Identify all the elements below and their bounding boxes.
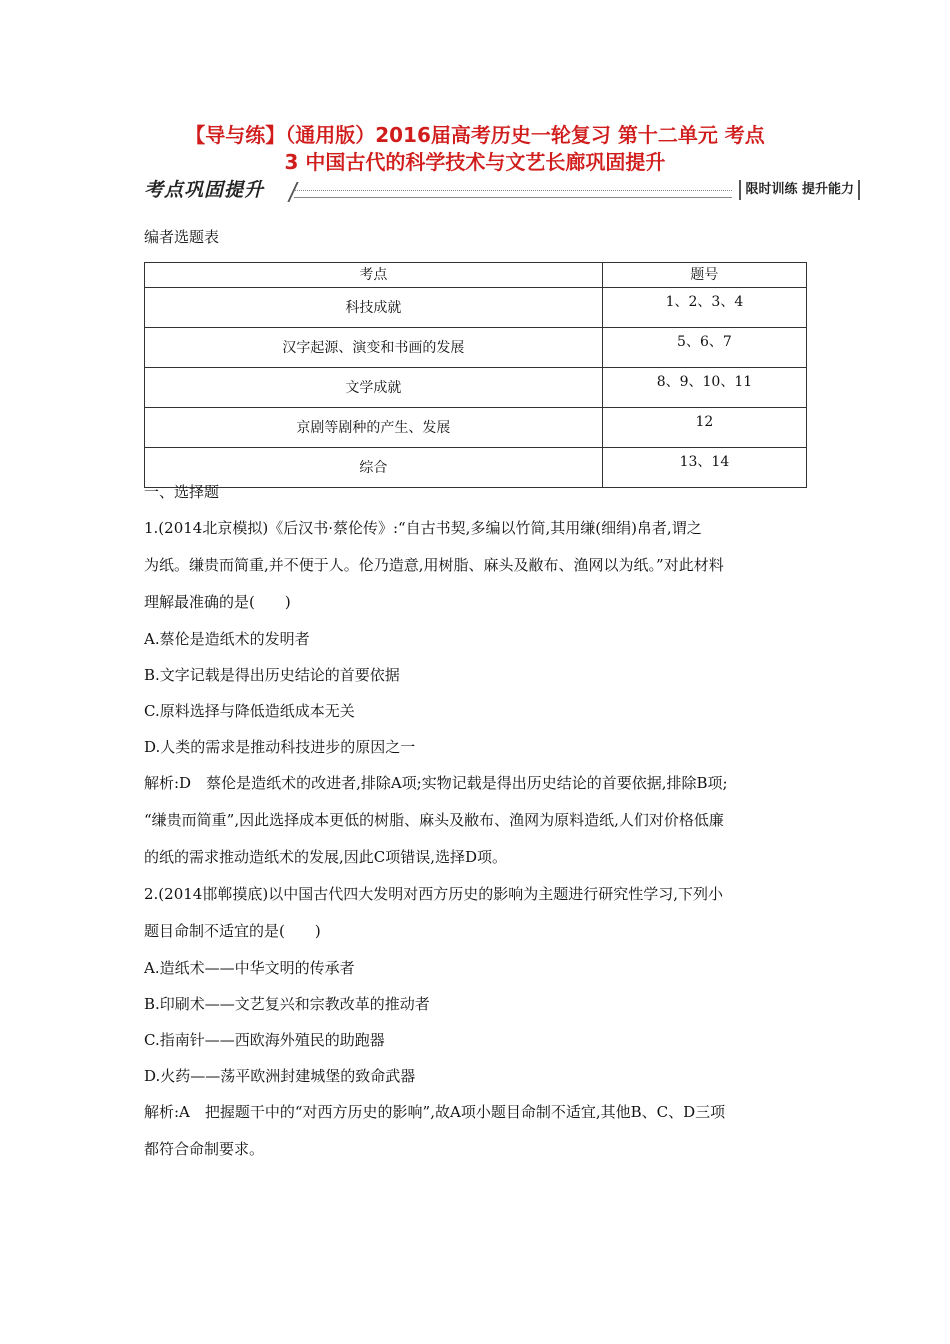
question-2-answer-line-2: 都符合命制要求。 [144, 1140, 265, 1158]
table-header-row [145, 263, 807, 288]
question-2 [144, 876, 814, 1168]
question-2-answer-line-1: 解析:A 把握题干中的“对西方历史的影响”,故A项小题目命制不适宜,其他B、C、D三项 [144, 1103, 726, 1121]
table-row [145, 408, 807, 448]
table-row [145, 288, 807, 328]
table-cell-topic: 京剧等剧种的产生、发展 [145, 408, 603, 448]
question-1-option-d: D.人类的需求是推动科技进步的原因之一 [144, 738, 416, 756]
table-cell-numbers: 5、6、7 [602, 328, 806, 368]
question-1-option-b: B.文字记载是得出历史结论的首要依据 [144, 666, 400, 684]
question-2-option-d: D.火药——荡平欧洲封建城堡的致命武器 [144, 1067, 416, 1085]
table-cell-topic: 综合 [145, 448, 603, 488]
table-cell-numbers: 12 [602, 408, 806, 448]
title-line-1: 【导与练】（通用版）2016届高考历史一轮复习 第十二单元 考点 [185, 123, 765, 147]
section-heading: 一、选择题 [144, 483, 220, 501]
question-2-line-1: 2.(2014邯郸摸底)以中国古代四大发明对西方历史的影响为主题进行研究性学习,下列小 [144, 885, 723, 903]
table-cell-numbers: 8、9、10、11 [602, 368, 806, 408]
question-1 [144, 510, 814, 876]
table-cell-topic: 文学成就 [145, 368, 603, 408]
title-line-2: 3 中国古代的科学技术与文艺长廊巩固提升 [284, 150, 666, 174]
questions-body [144, 478, 814, 1168]
table-cell-numbers: 13、14 [602, 448, 806, 488]
question-1-line-1: 1.(2014北京模拟)《后汉书·蔡伦传》:“自古书契,多编以竹简,其用缣(细绢)帛者,谓之 [144, 519, 702, 537]
table-header-topic: 考点 [145, 263, 603, 288]
table-row [145, 368, 807, 408]
table-cell-topic: 科技成就 [145, 288, 603, 328]
question-2-option-b: B.印刷术——文艺复兴和宗教改革的推动者 [144, 995, 430, 1013]
table-header-numbers: 题号 [602, 263, 806, 288]
document-title [120, 122, 830, 176]
topic-table [144, 262, 807, 488]
banner-right-label: 限时训练 提升能力 [739, 180, 860, 200]
question-1-line-3: 理解最准确的是( ) [144, 593, 291, 611]
question-1-answer-line-3: 的纸的需求推动造纸术的发展,因此C项错误,选择D项。 [144, 848, 508, 866]
question-1-option-a: A.蔡伦是造纸术的发明者 [144, 630, 310, 648]
question-1-answer-line-2: “缣贵而简重”,因此选择成本更低的树脂、麻头及敝布、渔网为原料造纸,人们对价格低廉 [144, 811, 724, 829]
table-label: 编者选题表 [144, 228, 220, 246]
question-1-option-c: C.原料选择与降低造纸成本无关 [144, 702, 355, 720]
banner-left-label: 考点巩固提升 [144, 179, 265, 201]
question-1-answer-line-1: 解析:D 蔡伦是造纸术的改进者,排除A项;实物记载是得出历史结论的首要依据,排除B项; [144, 774, 728, 792]
question-2-line-2: 题目命制不适宜的是( ) [144, 922, 321, 940]
table-row [145, 328, 807, 368]
section-banner [144, 176, 860, 206]
question-2-option-a: A.造纸术——中华文明的传承者 [144, 959, 355, 977]
question-2-option-c: C.指南针——西欧海外殖民的助跑器 [144, 1031, 385, 1049]
banner-divider [294, 190, 732, 198]
question-1-line-2: 为纸。缣贵而简重,并不便于人。伦乃造意,用树脂、麻头及敝布、渔网以为纸。”对此材料 [144, 556, 724, 574]
table-cell-topic: 汉字起源、演变和书画的发展 [145, 328, 603, 368]
table-cell-numbers: 1、2、3、4 [602, 288, 806, 328]
